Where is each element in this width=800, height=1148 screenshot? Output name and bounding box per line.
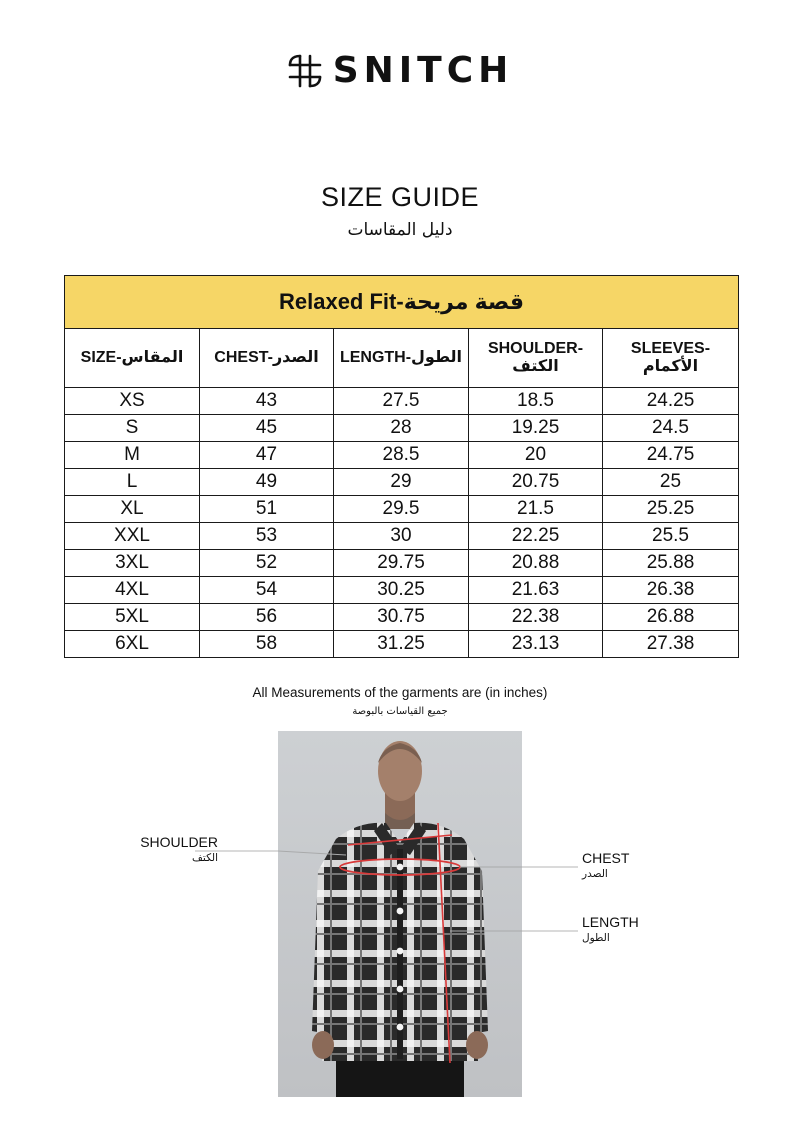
measurement-note-arabic: جميع القياسات بالبوصة	[352, 706, 448, 717]
chest-label-ar: الصدر	[582, 868, 608, 880]
table-cell: 5XL	[65, 604, 200, 631]
shoulder-label-en: SHOULDER	[140, 834, 218, 850]
measurement-note: All Measurements of the garments are (in inches)	[252, 685, 548, 700]
page-title: SIZE GUIDE	[320, 182, 480, 212]
table-cell: S	[65, 415, 200, 442]
table-cell: 25.88	[603, 550, 739, 577]
column-header-line1: SIZE-المقاس	[80, 349, 184, 366]
table-cell: 27.38	[603, 631, 739, 658]
table-cell: 21.63	[469, 577, 603, 604]
table-cell: 29.75	[334, 550, 469, 577]
table-cell: 30.25	[334, 577, 469, 604]
table-cell: M	[65, 442, 200, 469]
table-cell: XXL	[65, 523, 200, 550]
table-cell: 25.5	[603, 523, 739, 550]
column-header-line1: LENGTH-الطول	[339, 349, 463, 366]
table-cell: 26.88	[603, 604, 739, 631]
column-header-line1: CHEST-الصدر	[214, 349, 319, 366]
table-cell: 4XL	[65, 577, 200, 604]
table-cell: 45	[200, 415, 334, 442]
table-cell: 30	[334, 523, 469, 550]
table-cell: 27.5	[334, 388, 469, 415]
table-cell: 30.75	[334, 604, 469, 631]
table-cell: 25	[603, 469, 739, 496]
brand-name: SNITCH	[332, 50, 514, 91]
table-cell: 21.5	[469, 496, 603, 523]
column-header-line1: SHOULDER-	[487, 340, 584, 357]
table-cell: 29	[334, 469, 469, 496]
shoulder-label	[133, 834, 218, 864]
table-cell: 6XL	[65, 631, 200, 658]
length-label-en: LENGTH	[582, 914, 639, 930]
table-cell: 24.25	[603, 388, 739, 415]
table-cell: 56	[200, 604, 334, 631]
table-cell: XS	[65, 388, 200, 415]
table-cell: 53	[200, 523, 334, 550]
table-cell: 31.25	[334, 631, 469, 658]
column-header-line2: الكتف	[512, 358, 559, 375]
chest-label-en: CHEST	[582, 850, 630, 866]
shoulder-label-ar: الكتف	[192, 852, 218, 864]
table-cell: 51	[200, 496, 334, 523]
table-cell: 19.25	[469, 415, 603, 442]
table-cell: 23.13	[469, 631, 603, 658]
table-cell: 20.75	[469, 469, 603, 496]
table-cell: 28	[334, 415, 469, 442]
table-cell: 29.5	[334, 496, 469, 523]
length-label	[582, 914, 639, 944]
table-cell: 3XL	[65, 550, 200, 577]
table-cell: 20	[469, 442, 603, 469]
table-cell: 22.25	[469, 523, 603, 550]
table-cell: 24.5	[603, 415, 739, 442]
chest-label	[582, 850, 629, 880]
table-cell: 58	[200, 631, 334, 658]
table-cell: 49	[200, 469, 334, 496]
table-cell: 20.88	[469, 550, 603, 577]
table-cell: 26.38	[603, 577, 739, 604]
fit-label: Relaxed Fit-قصة مريحة	[65, 276, 739, 329]
table-cell: 43	[200, 388, 334, 415]
table-cell: L	[65, 469, 200, 496]
table-cell: 47	[200, 442, 334, 469]
table-cell: 22.38	[469, 604, 603, 631]
table-cell: 28.5	[334, 442, 469, 469]
column-header-line1: SLEEVES-	[630, 340, 711, 357]
page-title-arabic: دليل المقاسات	[347, 220, 453, 240]
table-cell: 25.25	[603, 496, 739, 523]
column-header-line2: الأكمام	[642, 358, 699, 375]
length-label-ar: الطول	[582, 932, 610, 944]
table-cell: 18.5	[469, 388, 603, 415]
table-cell: XL	[65, 496, 200, 523]
table-cell: 24.75	[603, 442, 739, 469]
table-cell: 54	[200, 577, 334, 604]
table-cell: 52	[200, 550, 334, 577]
